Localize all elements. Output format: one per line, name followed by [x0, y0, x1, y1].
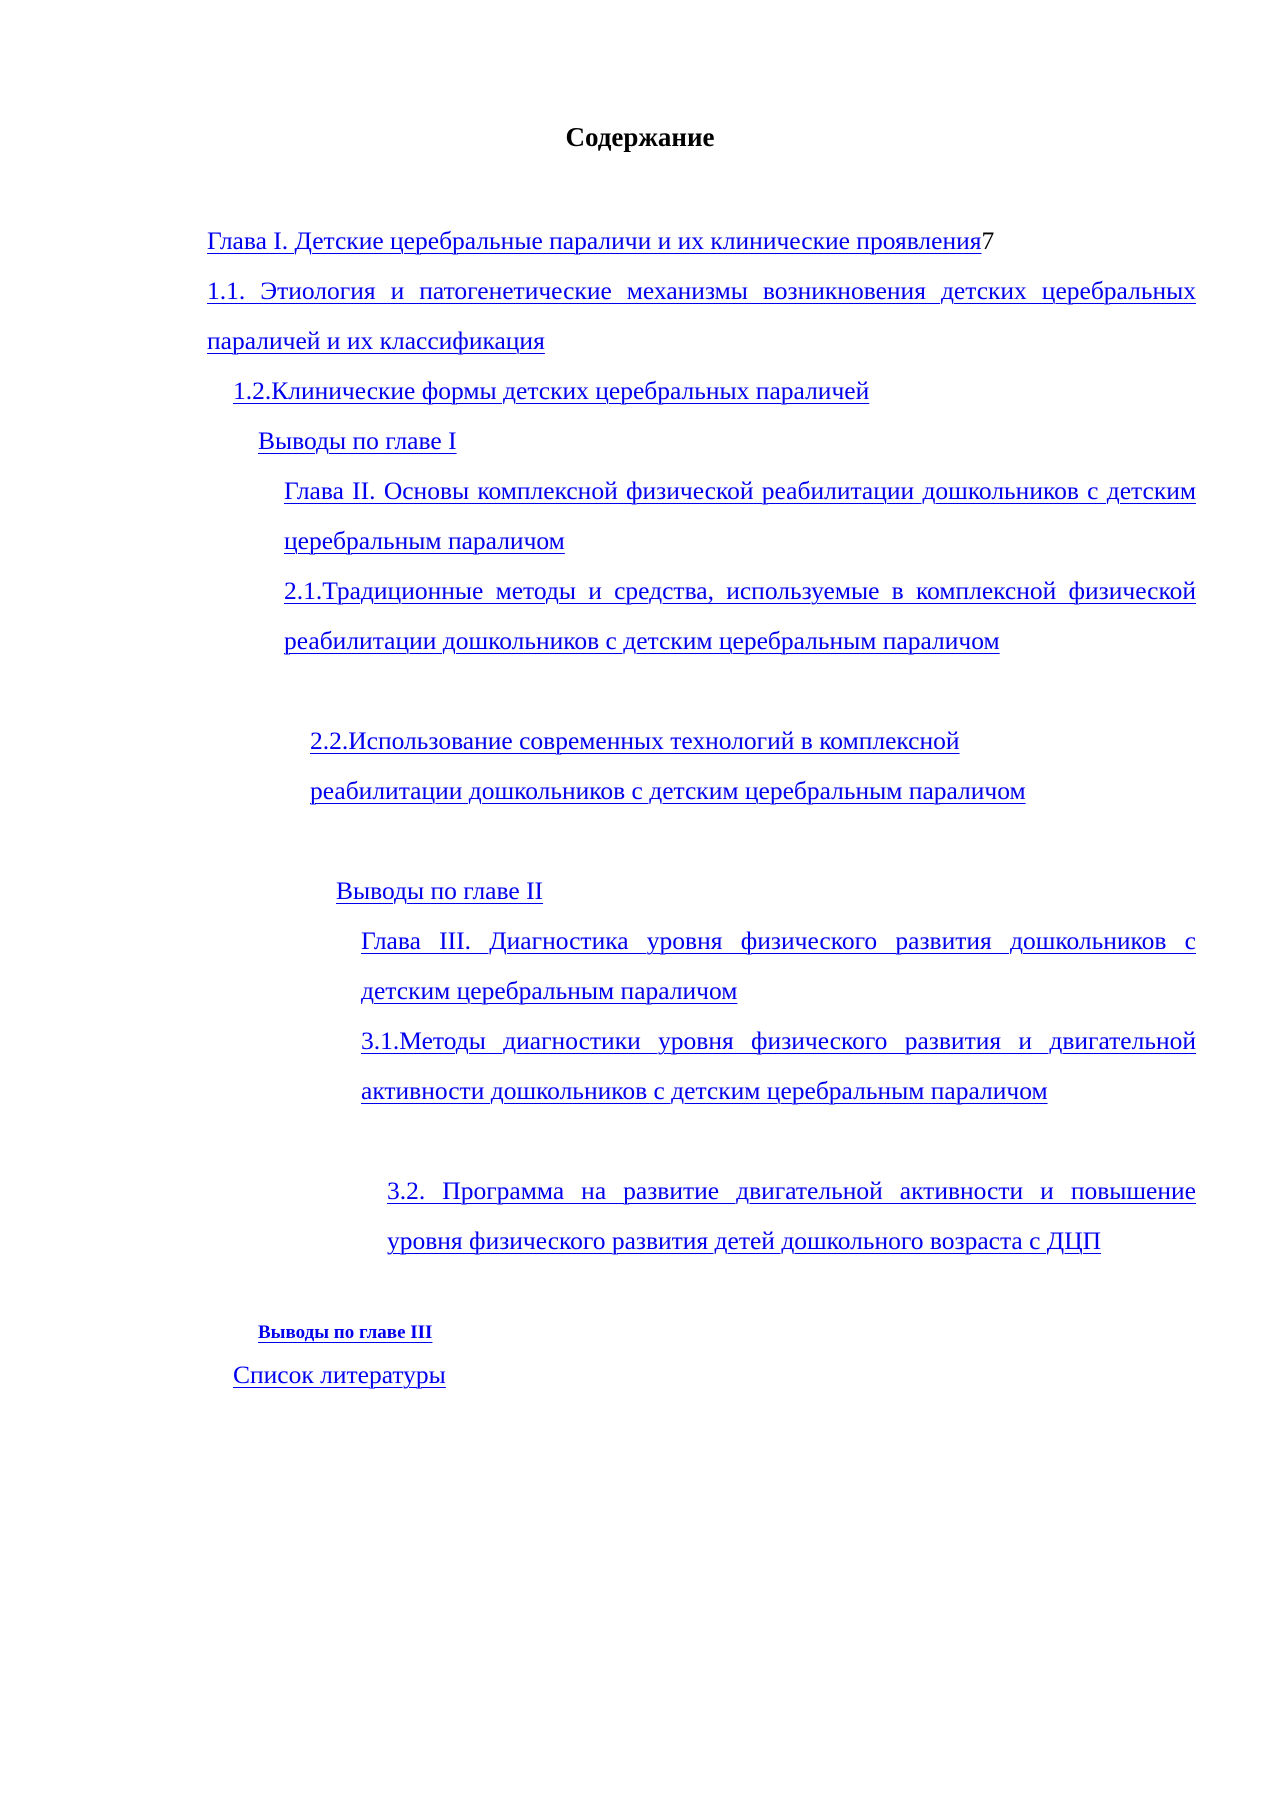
- toc-entry-conclusions-2: [336, 866, 543, 916]
- toc-link-conclusions-1[interactable]: Выводы по главе I: [258, 426, 457, 455]
- toc-entry-chapter-3: [361, 916, 1196, 1016]
- toc-entry-conclusions-1: [258, 416, 457, 466]
- toc-entry-conclusions-3: [258, 1318, 432, 1348]
- toc-link-section-2-1[interactable]: 2.1.Традиционные методы и средства, используемые в комплексной физической реабилитации дошкольников с детским церебральным параличом: [284, 576, 1196, 655]
- toc-link-references[interactable]: Список литературы: [233, 1360, 446, 1389]
- toc-entry-chapter-1: [207, 216, 1196, 266]
- toc-entry-section-1-2: [233, 366, 869, 416]
- toc-link-conclusions-3[interactable]: Выводы по главе III: [258, 1322, 433, 1343]
- toc-entry-section-1-1: [207, 266, 1196, 366]
- toc-link-conclusions-2[interactable]: Выводы по главе II: [336, 876, 544, 905]
- toc-entry-section-3-1: [361, 1016, 1196, 1116]
- toc-link-section-1-1[interactable]: 1.1. Этиология и патогенетические механизмы возникновения детских церебральных параличей и их классификация: [207, 276, 1196, 355]
- toc-link-chapter-3[interactable]: Глава III. Диагностика уровня физического развития дошкольников с детским церебральным параличом: [361, 926, 1196, 1005]
- toc-entry-section-3-2: [387, 1166, 1196, 1266]
- toc-entry-section-2-1: [284, 566, 1196, 666]
- toc-link-section-3-2[interactable]: 3.2. Программа на развитие двигательной активности и повышение уровня физического развития детей дошкольного возраста с ДЦП: [387, 1176, 1196, 1255]
- toc-link-chapter-2[interactable]: Глава II. Основы комплексной физической реабилитации дошкольников с детским церебральным параличом: [284, 476, 1196, 555]
- toc-link-chapter-1[interactable]: Глава I. Детские церебральные параличи и их клинические проявления: [207, 226, 982, 255]
- toc-page-number: 7: [981, 226, 995, 255]
- toc-link-section-3-1[interactable]: 3.1.Методы диагностики уровня физического развития и двигательной активности дошкольников с детским церебральным параличом: [361, 1026, 1196, 1105]
- toc-entry-section-2-2: [310, 716, 1085, 816]
- toc-entry-references: [233, 1350, 446, 1400]
- toc-title: Содержание: [565, 122, 715, 152]
- toc-link-section-1-2[interactable]: 1.2.Клинические формы детских церебральных параличей: [233, 376, 870, 405]
- toc-entry-chapter-2: [284, 466, 1196, 566]
- toc-link-section-2-2[interactable]: 2.2.Использование современных технологий в комплексной реабилитации дошкольников с детским церебральным параличом: [310, 726, 1026, 805]
